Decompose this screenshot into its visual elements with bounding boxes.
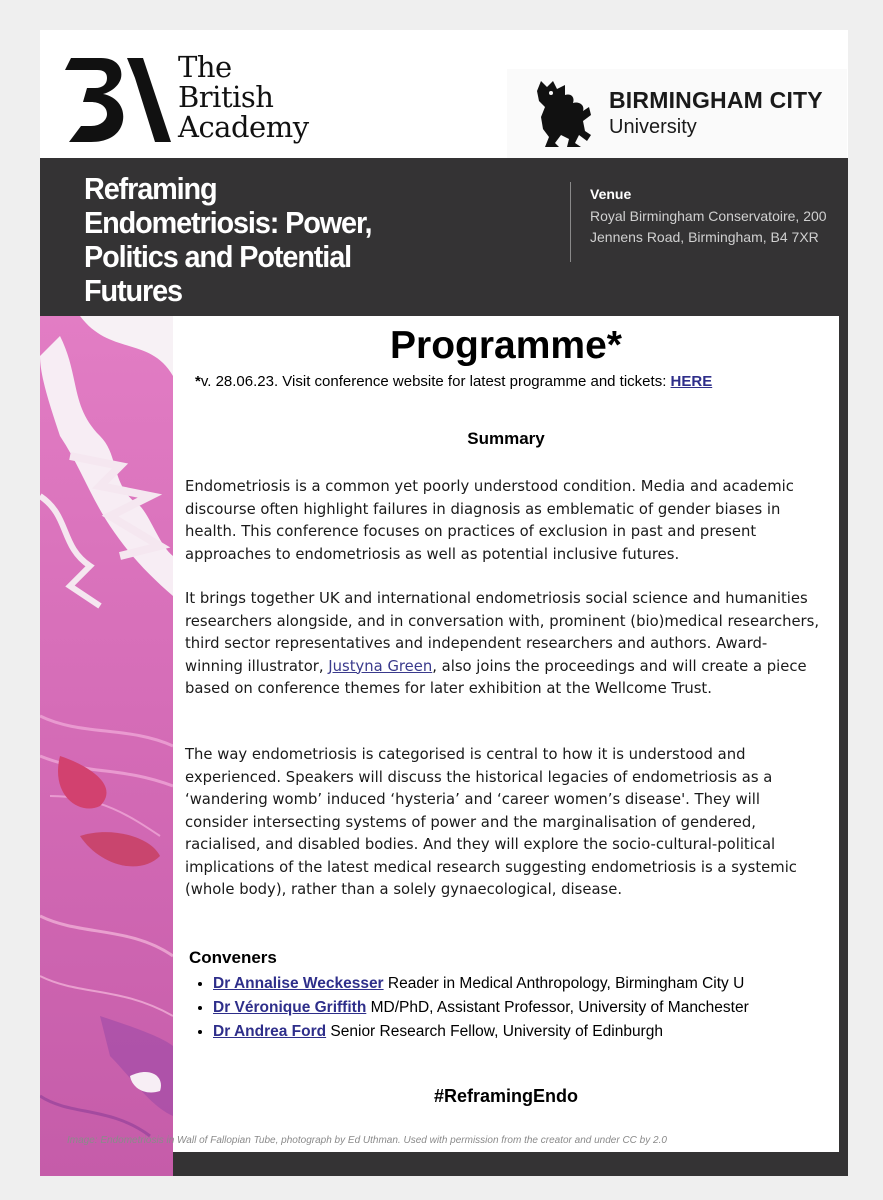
title-line-2: Endometriosis: Power, (84, 205, 372, 240)
convener-role: Senior Research Fellow, University of Edinburgh (326, 1023, 663, 1040)
british-academy-wordmark (178, 52, 309, 142)
summary-heading: Summary (467, 429, 545, 448)
para2-text-before: It brings together UK and international endometriosis social science and humanities researchers alongside, and in conversation with, prominent (bio)medical researchers, third sector representatives and independent researchers and authors. Award-winning illustrator, (185, 590, 820, 675)
convener-item (213, 996, 853, 1020)
venue-address-line-1: Royal Birmingham Conservatoire, 200 (590, 208, 827, 224)
convener-role: MD/PhD, Assistant Professor, University of Manchester (366, 999, 749, 1016)
tissue-micrograph (40, 316, 173, 1176)
convener-link[interactable]: Dr Andrea Ford (213, 1023, 327, 1040)
convener-role: Reader in Medical Anthropology, Birmingham City U (383, 975, 745, 992)
title-line-3: Politics and Potential (84, 239, 352, 274)
title-line-1: Reframing (84, 171, 217, 206)
tickets-link[interactable]: HERE (670, 373, 713, 390)
venue-address (590, 206, 840, 248)
ba-line-3: Academy (178, 110, 309, 144)
bcu-name: BIRMINGHAM CITY (609, 87, 823, 113)
conference-title (84, 172, 391, 308)
version-line (195, 373, 835, 390)
endometriosis-tissue-image (40, 316, 173, 1176)
version-asterisk: * (195, 373, 201, 390)
venue-divider (570, 182, 571, 262)
summary-paragraph-1: Endometriosis is a common yet poorly understood condition. Media and academic discourse often highlight failures in diagnosis as emblematic of gender biases in health. This conference focuses on practices of exclusion in past and present approaches to endometriosis as well as potential inclusive futures. (185, 478, 794, 563)
summary-paragraph-2 (185, 588, 825, 701)
british-academy-logo (65, 50, 335, 150)
image-credit: Image: Endometriosis in Wall of Fallopian Tube, photograph by Ed Uthman. Used with permission from the creator and under CC by 2.0 (67, 1135, 667, 1146)
ba-monogram-icon (65, 56, 171, 142)
venue-address-line-2: Jennens Road, Birmingham, B4 7XR (590, 229, 819, 245)
ba-line-1: The (178, 50, 232, 84)
programme-panel (173, 316, 839, 1152)
conveners-heading: Conveners (189, 948, 277, 967)
lion-crest-icon (531, 77, 593, 149)
bcu-subtitle: University (609, 116, 697, 138)
bcu-logo (507, 69, 847, 158)
convener-link[interactable]: Dr Véronique Griffith (213, 999, 367, 1016)
programme-heading: Programme* (390, 324, 622, 367)
convener-item (213, 972, 853, 996)
ba-line-2: British (178, 80, 274, 114)
hashtag: #ReframingEndo (433, 1086, 579, 1106)
version-text: v. 28.06.23. Visit conference website for latest programme and tickets: (200, 373, 671, 390)
logo-header (40, 30, 848, 158)
para2-text-after: , also joins the proceedings and will create a piece based on conference themes for later exhibition at the Wellcome Trust. (185, 657, 807, 697)
illustrator-link[interactable]: Justyna Green (328, 657, 433, 675)
venue-label: Venue (590, 186, 632, 202)
title-line-4: Futures (84, 273, 182, 308)
poster (40, 30, 848, 1176)
convener-link[interactable]: Dr Annalise Weckesser (213, 975, 384, 992)
convener-item (213, 1020, 853, 1044)
conveners-list (193, 972, 853, 1044)
summary-paragraph-3: The way endometriosis is categorised is central to how it is understood and experienced. Speakers will discuss the historical legacies of endometriosis as a ‘wandering womb’ induced ‘hysteria’ and ‘career women’s disease'. They will consider intersecting systems of power and the marginalisation of gendered, racialised, and disabled bodies. And they will explore the socio-cultural-political implications of the latest medical research suggesting endometriosis is a systemic (whole body), rather than a solely gynaecological, disease. (185, 746, 797, 898)
